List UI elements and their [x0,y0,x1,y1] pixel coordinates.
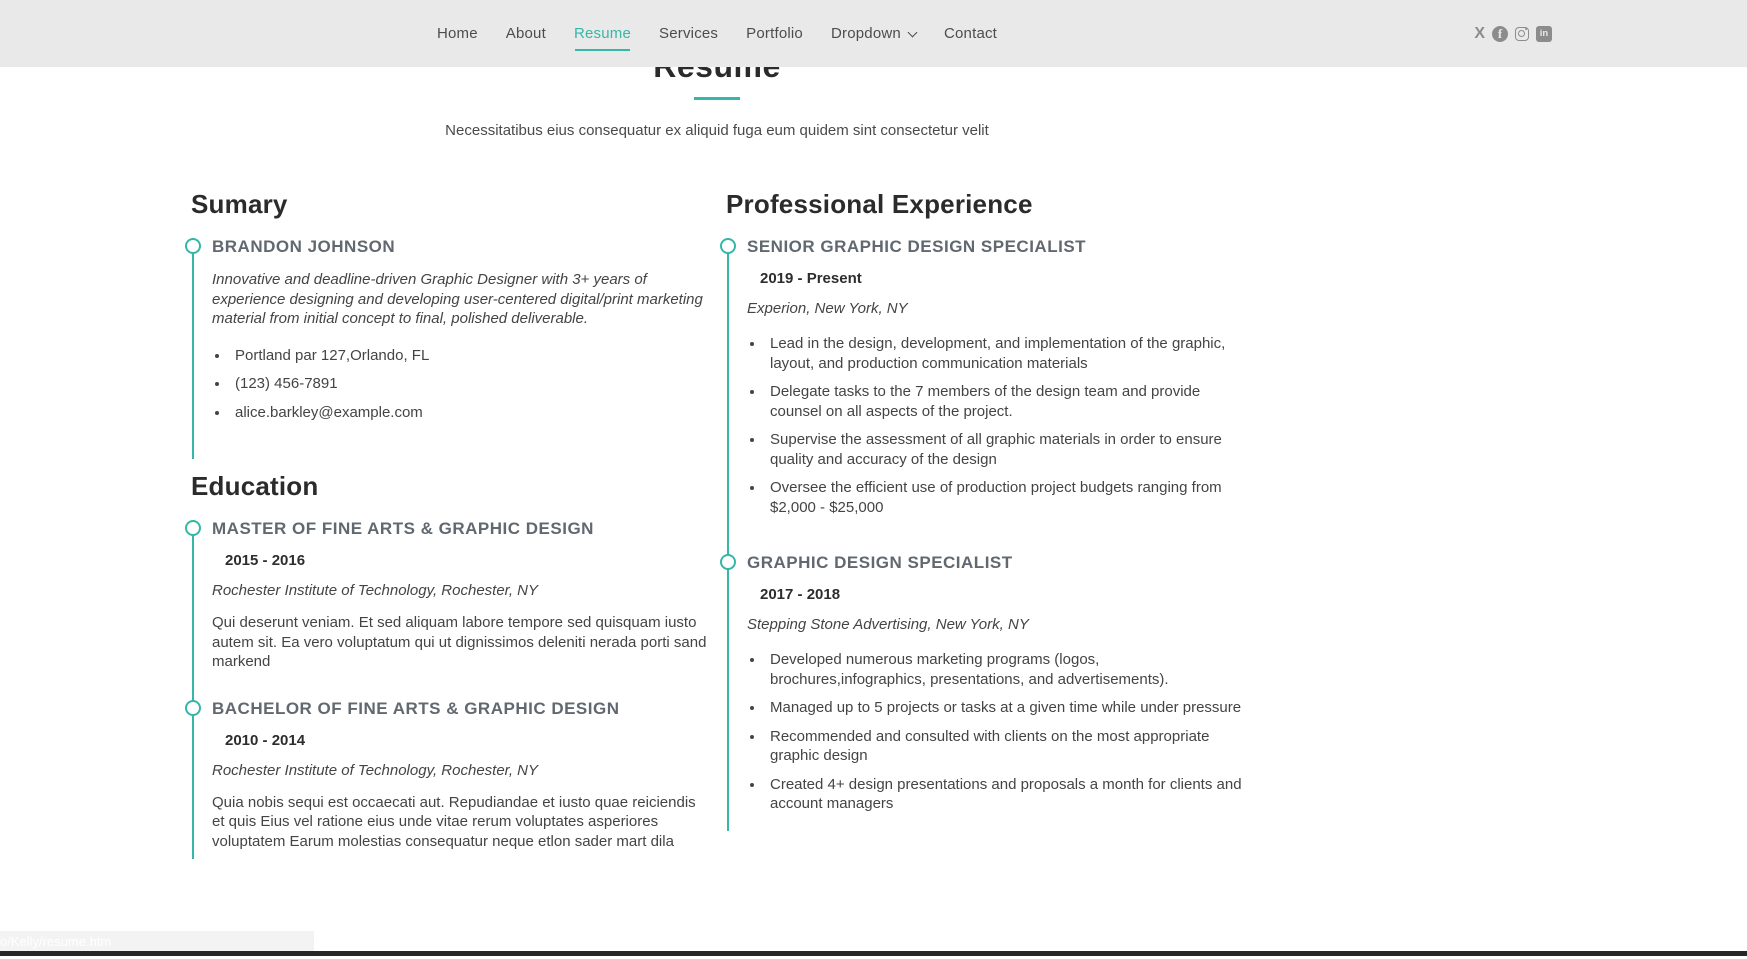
instagram-icon[interactable] [1515,27,1529,41]
list-item: • Supervise the assessment of all graphic materials in order to ensure quality and accuracy of the design [765,430,1243,469]
duties-list [747,650,1243,814]
nav-item-resume[interactable]: Resume [573,25,632,42]
nav-item-dropdown[interactable] [831,25,916,42]
item-organization: Rochester Institute of Technology, Rochester, NY [212,582,539,599]
list-item: • Managed up to 5 projects or tasks at a given time while under pressure [765,698,1243,718]
item-description: Qui deserunt veniam. Et sed aliquam labore tempore sed quisquam iusto autem sit. Ea vero voluptatum qui ut dignissimos deleniti nerada porti sand markend [212,614,707,670]
list-item: • Developed numerous marketing programs (logos, brochures,infographics, presentations, and advertisements). [765,650,1243,689]
resume-columns [191,189,1243,859]
item-date: 2017 - 2018 [760,586,841,603]
list-item: • (123) 456-7891 [230,374,708,394]
x-icon[interactable] [1474,26,1485,42]
list-item: • Delegate tasks to the 7 members of the design team and provide counsel on all aspects of the project. [765,382,1243,421]
resume-left-column [191,189,708,859]
section-title-summary: Sumary [191,189,288,219]
contact-list [212,346,708,423]
nav-item-services[interactable]: Services [659,25,719,42]
nav-item-about[interactable]: About [505,25,546,42]
link-url-preview: o/Kelly/resume.htm [0,931,314,952]
item-organization: Experion, New York, NY [747,300,908,317]
section-title-education: Education [191,471,319,501]
item-title: SENIOR GRAPHIC DESIGN SPECIALIST [747,237,1087,256]
resume-item-experience-senior [727,238,1243,554]
linkedin-icon[interactable] [1536,26,1552,42]
nav-dropdown-label: Dropdown [830,25,901,42]
list-item: • Portland par 127,Orlando, FL [230,346,708,366]
item-title: BACHELOR OF FINE ARTS & GRAPHIC DESIGN [212,698,620,718]
resume-item-experience-specialist [727,554,1243,831]
resume-item-education-bachelor [192,700,708,860]
duties-list [747,334,1243,517]
list-item: • Lead in the design, development, and implementation of the graphic, layout, and production communication materials [765,334,1243,373]
top-navbar [0,0,1747,67]
social-links [1474,0,1552,67]
section-title-experience: Professional Experience [726,189,1033,219]
facebook-icon[interactable] [1492,26,1508,42]
chevron-down-icon [908,27,918,37]
item-title: MASTER OF FINE ARTS & GRAPHIC DESIGN [212,519,594,538]
title-underline [694,97,740,100]
item-organization: Stepping Stone Advertising, New York, NY [747,616,1029,633]
resume-item-education-master [192,520,708,700]
item-description: Quia nobis sequi est occaecati aut. Repudiandae et iusto quae reiciendis et quis Eius vel ratione eius unde vitae rerum voluptates asperiores voluptatem Earum molestias consequatur neque etlon sader mart dila [212,793,696,850]
item-title: GRAPHIC DESIGN SPECIALIST [747,553,1013,572]
list-item: • alice.barkley@example.com [230,403,708,423]
resume-right-column [726,189,1243,859]
main-nav [191,0,1243,67]
item-date: 2010 - 2014 [225,731,306,749]
nav-item-portfolio[interactable]: Portfolio [746,25,803,42]
item-date: 2019 - Present [760,270,862,287]
list-item: • Created 4+ design presentations and proposals a month for clients and account managers [765,775,1243,814]
nav-item-home[interactable]: Home [436,25,478,42]
item-date: 2015 - 2016 [225,552,306,569]
footer-top-edge [0,951,1747,956]
list-item: • Recommended and consulted with clients on the most appropriate graphic design [765,727,1243,766]
item-title: BRANDON JOHNSON [212,237,396,256]
resume-item-summary [192,238,708,459]
item-description: Innovative and deadline-driven Graphic Designer with 3+ years of experience designing and developing user-centered digital/print marketing material from initial concept to final, polished deliverable. [212,271,703,327]
page-subtitle: Necessitatibus eius consequatur ex aliquid fuga eum quidem sint consectetur velit [445,122,989,139]
list-item: • Oversee the efficient use of production project budgets ranging from $2,000 - $25,000 [765,478,1243,517]
nav-item-contact[interactable]: Contact [943,25,998,42]
item-organization: Rochester Institute of Technology, Rochester, NY [212,761,539,779]
